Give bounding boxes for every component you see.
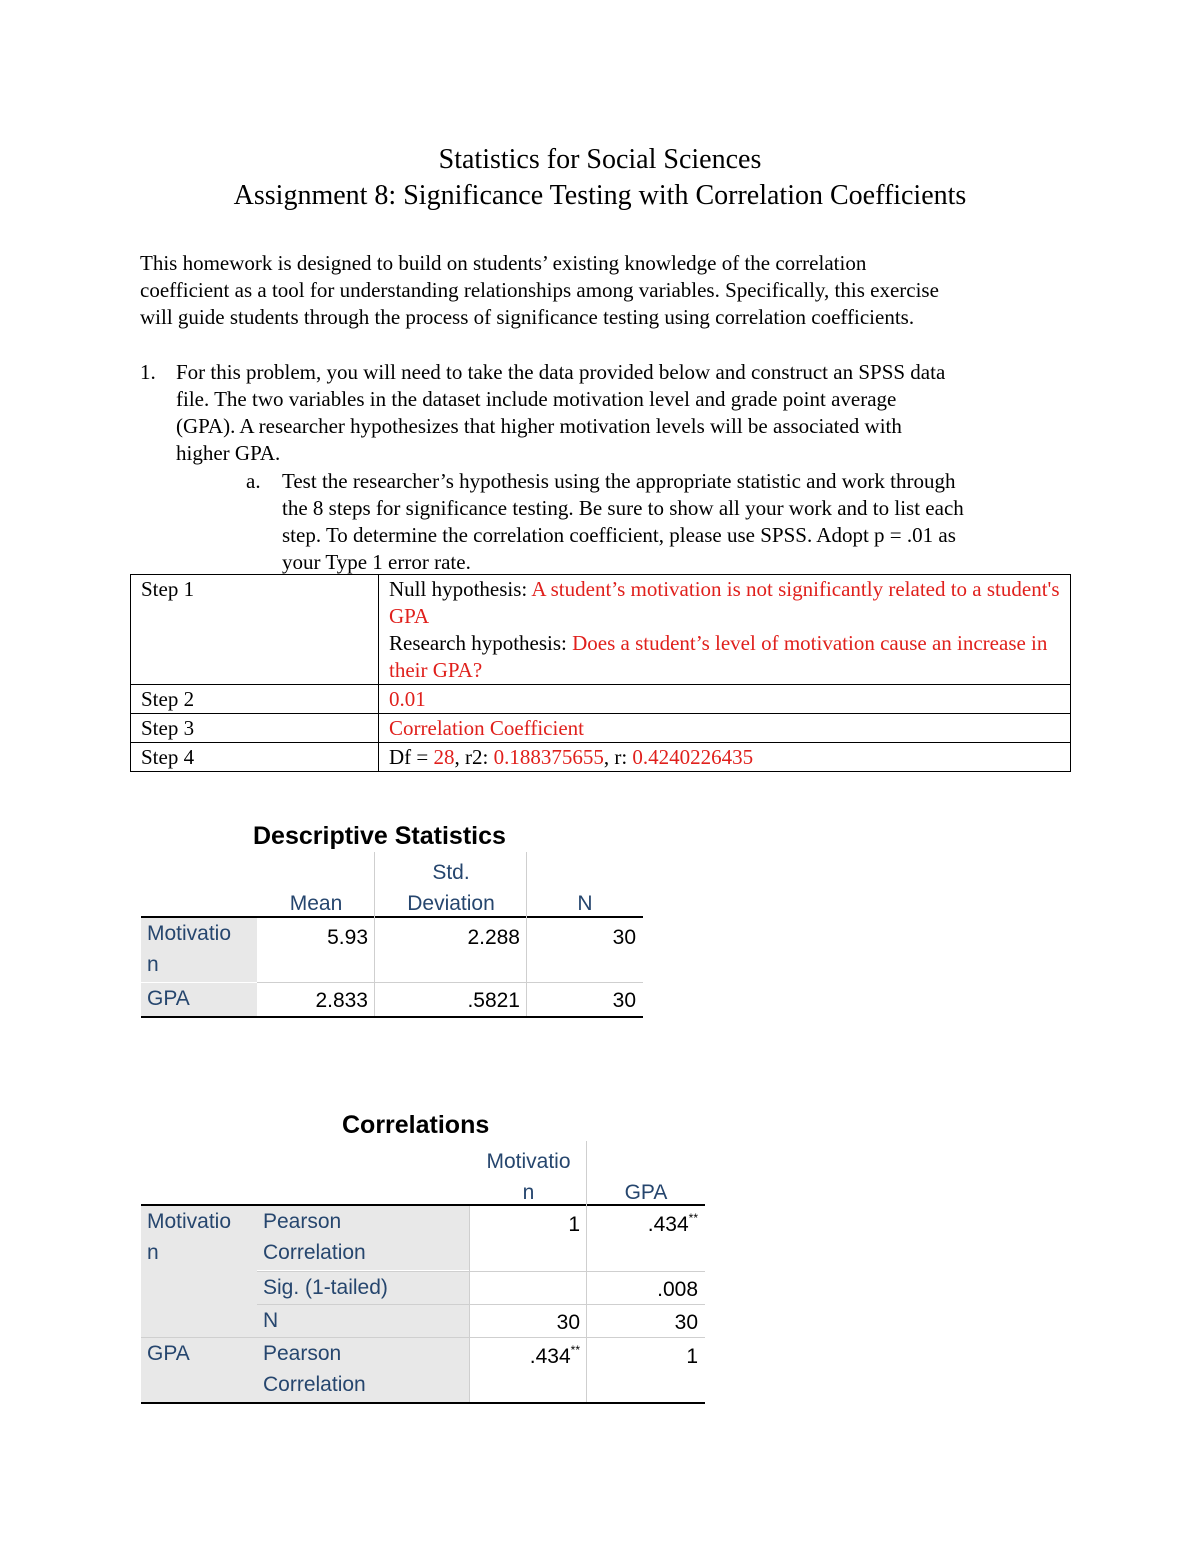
df-value: 28 (433, 745, 455, 769)
intro-paragraph (140, 250, 939, 331)
step-answer: Correlation Coefficient (379, 714, 1071, 743)
question-number: 1. (140, 360, 156, 384)
part-a-line: Test the researcher’s hypothesis using the appropriate statistic and work through (282, 469, 956, 493)
correlations-title: Correlations (342, 1111, 490, 1139)
research-hypothesis-label: Research hypothesis: (389, 631, 573, 655)
pearson-label (257, 1338, 470, 1402)
part-a-line: the 8 steps for significance testing. Be sure to show all your work and to list each (282, 496, 964, 520)
df-label: Df = (389, 745, 434, 769)
question-line: higher GPA. (176, 441, 281, 465)
motivation-n: 30 (556, 1311, 580, 1334)
research-hypothesis-answer: Does a student’s level of motivation cause an increase in their GPA? (389, 631, 1048, 682)
row-group-gpa: GPA (141, 1338, 257, 1402)
r-label: , r: (603, 745, 633, 769)
step-answer (379, 575, 1071, 685)
steps-table (130, 574, 1071, 772)
pearson-label (257, 1206, 470, 1270)
intro-line: will guide students through the process of significance testing using correlation coefficients. (140, 305, 915, 329)
part-letter: a. (246, 469, 261, 493)
question-line: For this problem, you will need to take the data provided below and construct an SPSS data (176, 360, 946, 384)
gpa-mean: 2.833 (315, 989, 368, 1012)
part-a-text (282, 468, 964, 576)
col-motivation-line2: n (522, 1181, 535, 1204)
significance-mark: ** (570, 1343, 580, 1357)
descriptive-table (141, 852, 643, 1018)
gpa-motivation-r (470, 1341, 587, 1372)
question-line: (GPA). A researcher hypothesizes that higher motivation levels will be associated with (176, 414, 902, 438)
course-title: Statistics for Social Sciences (438, 144, 762, 175)
sig-label: Sig. (1-tailed) (257, 1272, 470, 1304)
part-a-line: step. To determine the correlation coefficient, please use SPSS. Adopt p = .01 as (282, 523, 956, 547)
col-motivation-line1: Motivatio (486, 1150, 571, 1173)
step-label: Step 1 (131, 575, 379, 685)
row-label-gpa: GPA (141, 983, 257, 1016)
step-row (131, 714, 1071, 743)
row-label-line: n (147, 953, 159, 976)
descriptive-title: Descriptive Statistics (253, 822, 506, 850)
pearson-label-line: Correlation (263, 1241, 366, 1264)
row-group-motivation (141, 1206, 257, 1337)
part-a-line: your Type 1 error rate. (282, 550, 471, 574)
row-label-line: Motivatio (147, 922, 232, 945)
r2-value: 0.188375655 (493, 745, 604, 769)
motivation-motivation-r: 1 (568, 1213, 580, 1236)
step-row (131, 685, 1071, 714)
motivation-mean: 5.93 (327, 926, 368, 949)
assignment-title: Assignment 8: Significance Testing with Correlation Coefficients (233, 180, 967, 211)
r-value: .434 (529, 1345, 571, 1368)
row-group-label-line: n (147, 1241, 159, 1264)
gpa-std: .5821 (467, 989, 520, 1012)
correlations-table (141, 1141, 705, 1405)
pearson-label-line: Correlation (263, 1373, 366, 1396)
col-gpa: GPA (624, 1181, 668, 1204)
step-answer (379, 743, 1071, 772)
motivation-n: 30 (612, 926, 636, 949)
r-value: .434 (647, 1213, 689, 1236)
question-text (176, 359, 945, 467)
col-std-line1: Std. (432, 861, 470, 884)
col-n: N (577, 892, 593, 915)
row-group-label-line: Motivatio (147, 1210, 232, 1233)
step-label: Step 3 (131, 714, 379, 743)
question-line: file. The two variables in the dataset include motivation level and grade point average (176, 387, 897, 411)
intro-line: coefficient as a tool for understanding relationships among variables. Specifically, this exercise (140, 278, 939, 302)
r-value: 0.4240226435 (632, 745, 754, 769)
n-label: N (257, 1305, 470, 1337)
gpa-n: 30 (612, 989, 636, 1012)
r2-label: , r2: (454, 745, 494, 769)
gpa-gpa-r: 1 (686, 1345, 698, 1368)
step-label: Step 2 (131, 685, 379, 714)
pearson-label-line: Pearson (263, 1210, 342, 1233)
motivation-gpa-sig: .008 (657, 1278, 698, 1301)
null-hypothesis-answer: A student’s motivation is not significantly related to a student's GPA (389, 577, 1060, 628)
step-row (131, 743, 1071, 772)
motivation-std: 2.288 (467, 926, 520, 949)
pearson-label-line: Pearson (263, 1342, 342, 1365)
step-label: Step 4 (131, 743, 379, 772)
gpa-n: 30 (674, 1311, 698, 1334)
null-hypothesis-label: Null hypothesis: (389, 577, 532, 601)
step-answer: 0.01 (379, 685, 1071, 714)
step-row (131, 575, 1071, 685)
col-mean: Mean (289, 892, 343, 915)
motivation-gpa-r (587, 1209, 705, 1240)
significance-mark: ** (688, 1211, 698, 1225)
col-std-line2: Deviation (407, 892, 495, 915)
row-label-motivation (141, 918, 257, 982)
intro-line: This homework is designed to build on students’ existing knowledge of the correlation (140, 251, 867, 275)
